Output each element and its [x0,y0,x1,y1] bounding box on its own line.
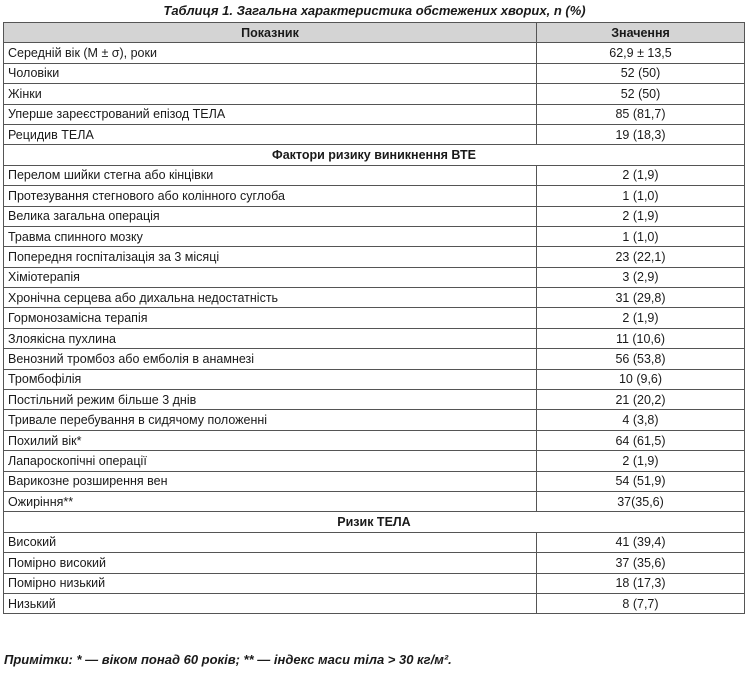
table-row [4,553,745,573]
row-label: Тромбофілія [4,369,537,389]
row-value: 11 (10,6) [537,328,745,348]
section-header-row [4,145,745,165]
row-label: Травма спинного мозку [4,226,537,246]
table-row [4,43,745,63]
table-caption: Таблиця 1. Загальна характеристика обстежених хворих, n (%) [163,3,586,18]
row-label: Злоякісна пухлина [4,328,537,348]
row-label: Уперше зареєстрований епізод ТЕЛА [4,104,537,124]
row-label: Перелом шийки стегна або кінцівки [4,165,537,185]
table-row [4,308,745,328]
table-row [4,206,745,226]
row-value: 62,9 ± 13,5 [537,43,745,63]
patient-characteristics-table [3,22,745,614]
table-row [4,63,745,83]
section-title-pe-risk: Ризик ТЕЛА [4,512,745,532]
table-row [4,328,745,348]
row-value: 2 (1,9) [537,206,745,226]
table-row [4,124,745,144]
row-value: 2 (1,9) [537,451,745,471]
row-label: Низький [4,593,537,613]
table-row [4,369,745,389]
row-label: Постільний режим більше 3 днів [4,390,537,410]
table-row [4,532,745,552]
row-label: Велика загальна операція [4,206,537,226]
row-label: Лапароскопічні операції [4,451,537,471]
row-label: Гормонозамісна терапія [4,308,537,328]
table-row [4,410,745,430]
table-row [4,104,745,124]
row-label: Протезування стегнового або колінного суглоба [4,186,537,206]
row-label: Чоловіки [4,63,537,83]
row-value: 52 (50) [537,63,745,83]
row-value: 23 (22,1) [537,247,745,267]
table-row [4,84,745,104]
row-value: 56 (53,8) [537,349,745,369]
row-value: 85 (81,7) [537,104,745,124]
row-value: 18 (17,3) [537,573,745,593]
row-label: Помірно низький [4,573,537,593]
row-value: 10 (9,6) [537,369,745,389]
table-row [4,593,745,613]
row-label: Варикозне розширення вен [4,471,537,491]
row-value: 21 (20,2) [537,390,745,410]
table-footnote: Примітки: * — віком понад 60 років; ** — індекс маси тіла > 30 кг/м². [4,652,452,667]
row-value: 3 (2,9) [537,267,745,287]
row-value: 37 (35,6) [537,553,745,573]
row-label: Хіміотерапія [4,267,537,287]
row-value: 54 (51,9) [537,471,745,491]
row-value: 19 (18,3) [537,124,745,144]
table-row [4,165,745,185]
table-row [4,226,745,246]
row-value: 64 (61,5) [537,430,745,450]
row-label: Похилий вік* [4,430,537,450]
table-row [4,491,745,511]
section-header-row [4,512,745,532]
row-value: 4 (3,8) [537,410,745,430]
row-label: Жінки [4,84,537,104]
row-value: 2 (1,9) [537,308,745,328]
row-label: Попередня госпіталізація за 3 місяці [4,247,537,267]
table-row [4,186,745,206]
table-row [4,288,745,308]
row-value: 31 (29,8) [537,288,745,308]
table-row [4,247,745,267]
row-label: Тривале перебування в сидячому положенні [4,410,537,430]
table-row [4,451,745,471]
table-row [4,471,745,491]
row-value: 37(35,6) [537,491,745,511]
row-value: 1 (1,0) [537,186,745,206]
table-header-row [4,23,745,43]
table-row [4,267,745,287]
row-label: Венозний тромбоз або емболія в анамнезі [4,349,537,369]
table-row [4,573,745,593]
row-label: Середній вік (M ± σ), роки [4,43,537,63]
row-value: 8 (7,7) [537,593,745,613]
column-header-value: Значення [537,23,745,43]
row-label: Високий [4,532,537,552]
row-value: 41 (39,4) [537,532,745,552]
table-row [4,349,745,369]
table-row [4,390,745,410]
row-label: Хронічна серцева або дихальна недостатність [4,288,537,308]
row-value: 2 (1,9) [537,165,745,185]
row-value: 52 (50) [537,84,745,104]
row-label: Ожиріння** [4,491,537,511]
column-header-indicator: Показник [4,23,537,43]
table-row [4,430,745,450]
row-label: Помірно високий [4,553,537,573]
row-value: 1 (1,0) [537,226,745,246]
section-title-risk-factors: Фактори ризику виникнення ВТЕ [4,145,745,165]
row-label: Рецидив ТЕЛА [4,124,537,144]
